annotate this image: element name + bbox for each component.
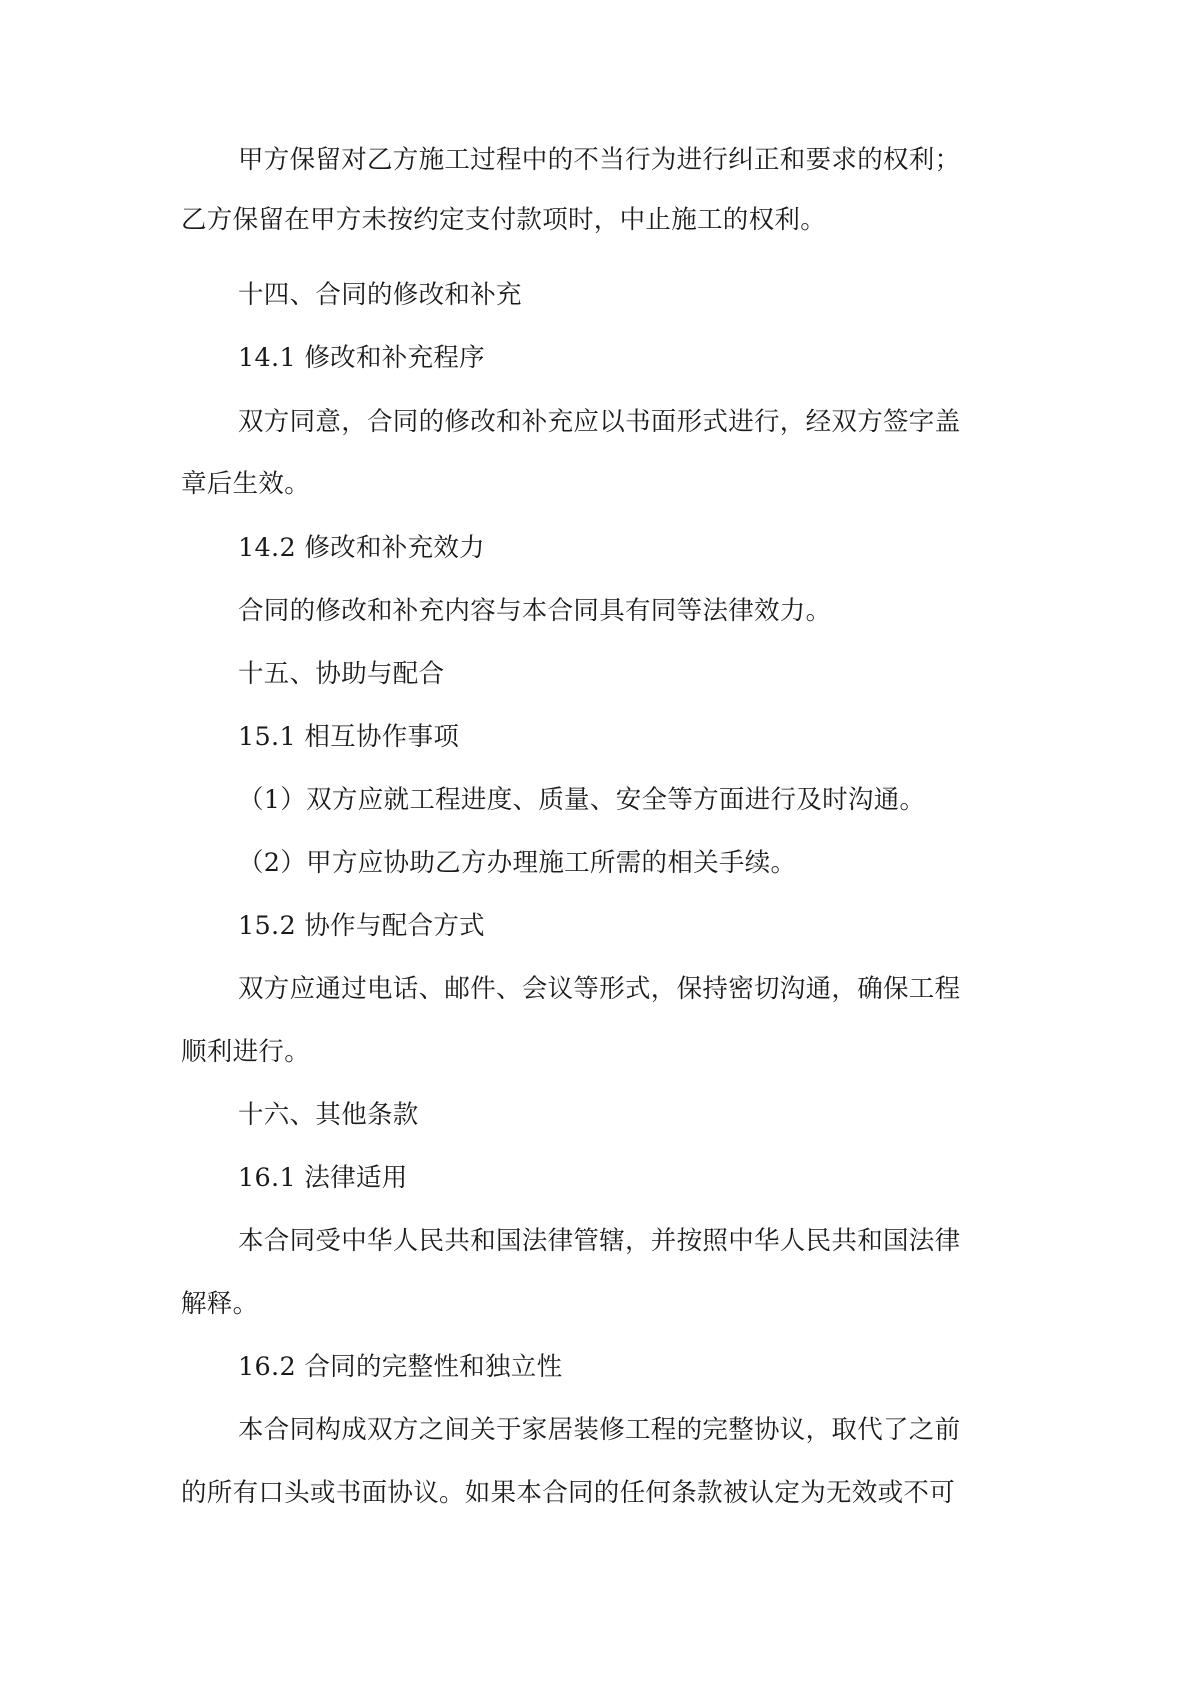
list-item: （2）甲方应协助乙方办理施工所需的相关手续。	[238, 848, 797, 878]
subsection-heading: 16.1 法律适用	[238, 1163, 408, 1193]
list-item: （1）双方应就工程进度、质量、安全等方面进行及时沟通。	[238, 785, 926, 815]
paragraph-line: 合同的修改和补充内容与本合同具有同等法律效力。	[238, 596, 832, 626]
subsection-heading: 16.2 合同的完整性和独立性	[238, 1352, 563, 1382]
subsection-heading: 15.2 协作与配合方式	[238, 911, 485, 941]
subsection-heading: 15.1 相互协作事项	[238, 722, 460, 752]
section-heading: 十四、合同的修改和补充	[238, 280, 522, 310]
paragraph-line: 双方应通过电话、邮件、会议等形式，保持密切沟通，确保工程	[238, 974, 961, 1004]
paragraph-line: 甲方保留对乙方施工过程中的不当行为进行纠正和要求的权利；	[238, 145, 961, 175]
section-heading: 十六、其他条款	[238, 1100, 419, 1130]
paragraph-line: 乙方保留在甲方未按约定支付款项时，中止施工的权利。	[181, 205, 827, 235]
paragraph-line: 双方同意，合同的修改和补充应以书面形式进行，经双方签字盖	[238, 407, 961, 437]
paragraph-line: 本合同构成双方之间关于家居装修工程的完整协议，取代了之前	[238, 1415, 961, 1445]
subsection-heading: 14.2 修改和补充效力	[238, 533, 485, 563]
paragraph-line: 本合同受中华人民共和国法律管辖，并按照中华人民共和国法律	[238, 1226, 961, 1256]
section-heading: 十五、协助与配合	[238, 659, 445, 689]
paragraph-line: 顺利进行。	[181, 1037, 311, 1067]
paragraph-line: 的所有口头或书面协议。如果本合同的任何条款被认定为无效或不可	[181, 1478, 956, 1508]
paragraph-line: 解释。	[181, 1289, 259, 1319]
paragraph-line: 章后生效。	[181, 469, 311, 499]
subsection-heading: 14.1 修改和补充程序	[238, 343, 485, 373]
